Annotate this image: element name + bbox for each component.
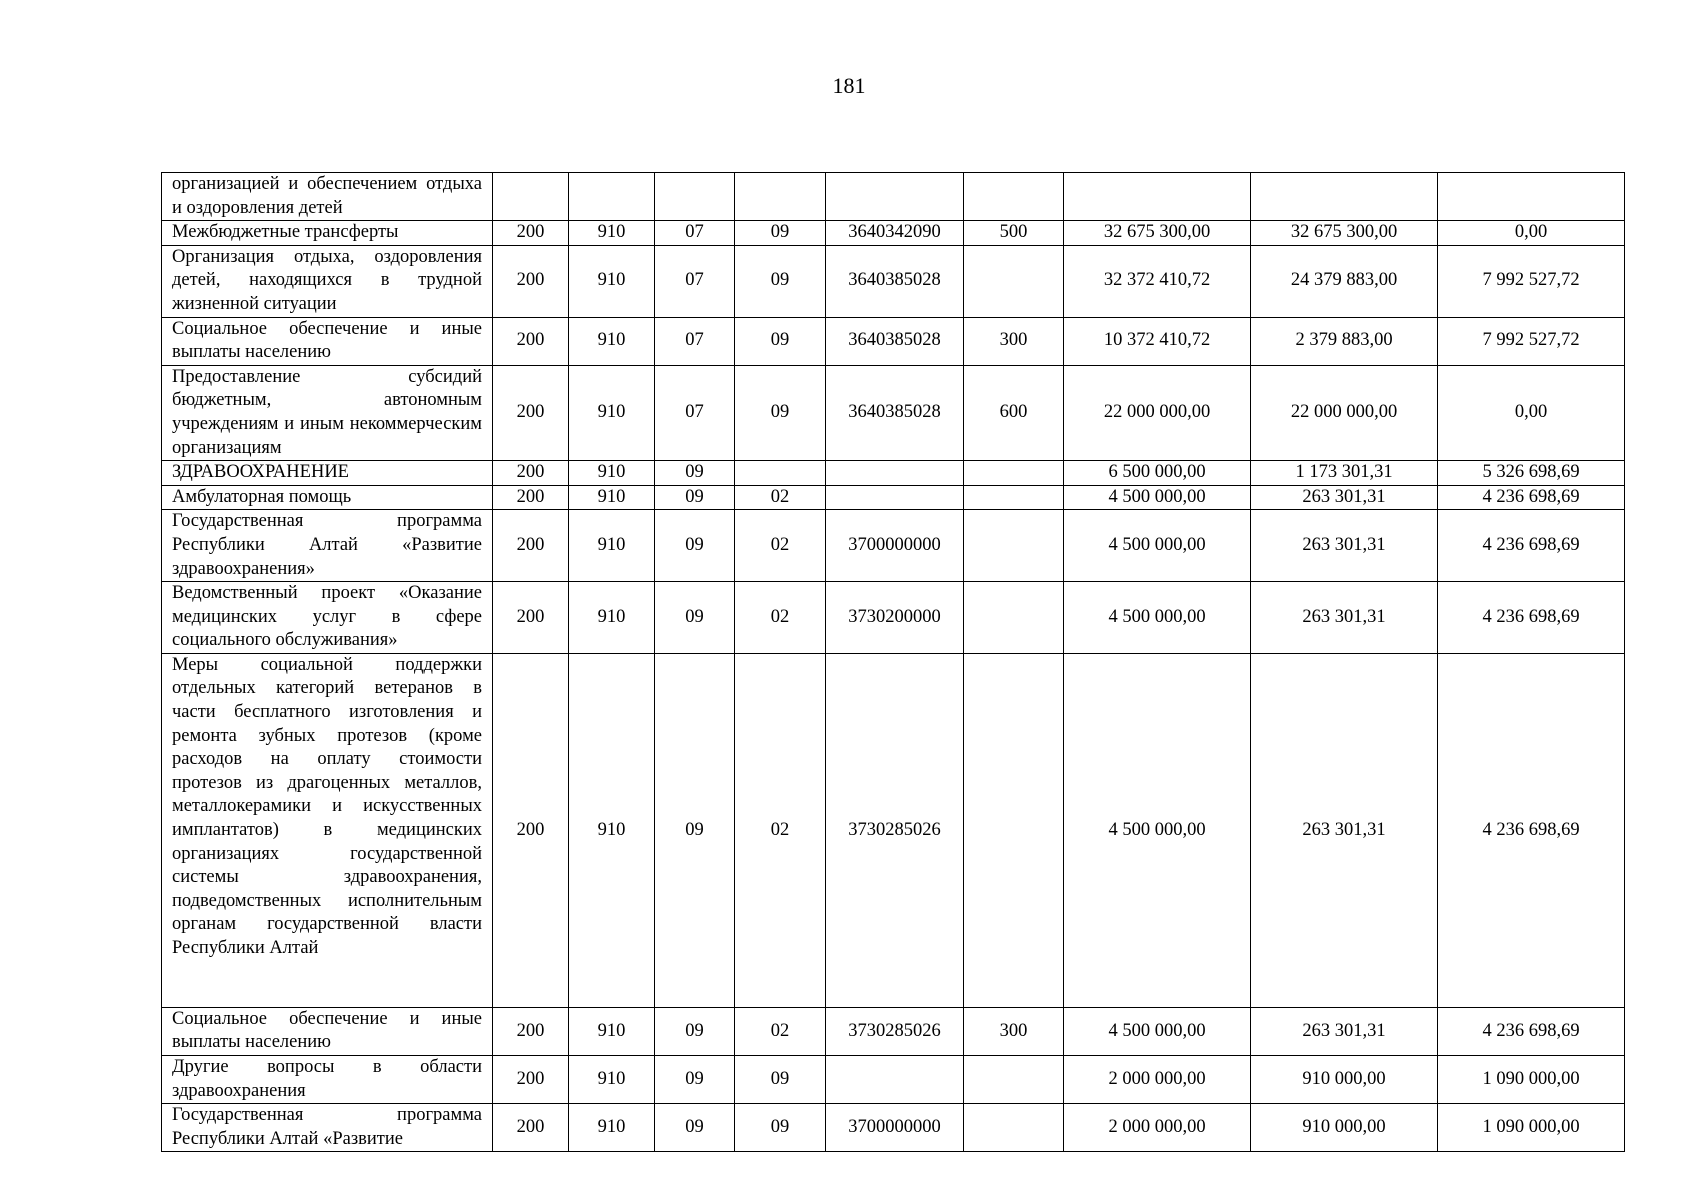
row-target bbox=[826, 1056, 964, 1104]
row-executed: 263 301,31 bbox=[1251, 653, 1438, 1007]
row-name: ЗДРАВООХРАНЕНИЕ bbox=[162, 461, 493, 486]
row-target: 3730200000 bbox=[826, 582, 964, 654]
row-executed: 24 379 883,00 bbox=[1251, 245, 1438, 317]
row-ministry: 910 bbox=[569, 365, 655, 460]
row-remainder: 4 236 698,69 bbox=[1438, 653, 1625, 1007]
row-plan: 22 000 000,00 bbox=[1064, 365, 1251, 460]
page-number: 181 bbox=[832, 73, 866, 98]
row-target: 3640385028 bbox=[826, 317, 964, 365]
row-code: 200 bbox=[493, 1056, 569, 1104]
row-subsection: 02 bbox=[735, 1007, 826, 1055]
row-subsection bbox=[735, 173, 826, 221]
row-target bbox=[826, 173, 964, 221]
row-executed: 910 000,00 bbox=[1251, 1056, 1438, 1104]
row-section: 09 bbox=[655, 461, 735, 486]
row-expense-type bbox=[964, 173, 1064, 221]
row-name: Меры социальной поддержки отдельных категорий ветеранов в части бесплатного изготовления и ремонта зубных протезов (кроме расходов на оплату стоимости протезов из драгоценных металлов, металлокерамики и искусственных имплантатов) в медицинских организациях государственной системы здравоохранения, подведомственных исполнительным органам государственной власти Республики Алтай bbox=[162, 653, 493, 1007]
row-ministry: 910 bbox=[569, 1056, 655, 1104]
row-executed: 910 000,00 bbox=[1251, 1104, 1438, 1152]
row-name: Другие вопросы в области здравоохранения bbox=[162, 1056, 493, 1104]
table-row bbox=[162, 365, 1625, 460]
row-plan: 4 500 000,00 bbox=[1064, 1007, 1251, 1055]
row-subsection bbox=[735, 461, 826, 486]
row-remainder: 4 236 698,69 bbox=[1438, 1007, 1625, 1055]
row-plan: 4 500 000,00 bbox=[1064, 485, 1251, 510]
row-ministry: 910 bbox=[569, 1104, 655, 1152]
row-target: 3730285026 bbox=[826, 653, 964, 1007]
row-code: 200 bbox=[493, 245, 569, 317]
row-subsection: 09 bbox=[735, 317, 826, 365]
row-ministry bbox=[569, 173, 655, 221]
row-ministry: 910 bbox=[569, 510, 655, 582]
row-executed: 263 301,31 bbox=[1251, 485, 1438, 510]
row-remainder: 7 992 527,72 bbox=[1438, 245, 1625, 317]
row-expense-type bbox=[964, 1056, 1064, 1104]
table-row bbox=[162, 485, 1625, 510]
row-target: 3700000000 bbox=[826, 1104, 964, 1152]
row-executed: 32 675 300,00 bbox=[1251, 221, 1438, 246]
row-code: 200 bbox=[493, 510, 569, 582]
row-subsection: 02 bbox=[735, 582, 826, 654]
row-expense-type bbox=[964, 461, 1064, 486]
budget-table bbox=[161, 172, 1625, 1152]
row-ministry: 910 bbox=[569, 1007, 655, 1055]
row-ministry: 910 bbox=[569, 485, 655, 510]
row-expense-type bbox=[964, 1104, 1064, 1152]
row-code: 200 bbox=[493, 365, 569, 460]
row-section: 09 bbox=[655, 582, 735, 654]
row-code: 200 bbox=[493, 1104, 569, 1152]
table-row bbox=[162, 317, 1625, 365]
table-row bbox=[162, 1104, 1625, 1152]
row-target: 3730285026 bbox=[826, 1007, 964, 1055]
row-subsection: 09 bbox=[735, 221, 826, 246]
row-target: 3700000000 bbox=[826, 510, 964, 582]
row-executed: 263 301,31 bbox=[1251, 1007, 1438, 1055]
row-plan: 32 675 300,00 bbox=[1064, 221, 1251, 246]
table-row bbox=[162, 221, 1625, 246]
row-name: Государственная программа Республики Алтай «Развитие здравоохранения» bbox=[162, 510, 493, 582]
row-expense-type: 300 bbox=[964, 317, 1064, 365]
row-target bbox=[826, 485, 964, 510]
row-ministry: 910 bbox=[569, 653, 655, 1007]
row-name: Предоставление субсидий бюджетным, автономным учреждениям и иным некоммерческим организациям bbox=[162, 365, 493, 460]
row-executed bbox=[1251, 173, 1438, 221]
row-code: 200 bbox=[493, 582, 569, 654]
row-expense-type: 500 bbox=[964, 221, 1064, 246]
table-row bbox=[162, 461, 1625, 486]
row-name: Государственная программа Республики Алтай «Развитие bbox=[162, 1104, 493, 1152]
row-subsection: 02 bbox=[735, 510, 826, 582]
row-expense-type bbox=[964, 582, 1064, 654]
row-remainder: 1 090 000,00 bbox=[1438, 1056, 1625, 1104]
row-target: 3640385028 bbox=[826, 245, 964, 317]
row-executed: 263 301,31 bbox=[1251, 582, 1438, 654]
row-name: организацией и обеспечением отдыха и оздоровления детей bbox=[162, 173, 493, 221]
row-subsection: 09 bbox=[735, 1104, 826, 1152]
row-subsection: 09 bbox=[735, 1056, 826, 1104]
row-expense-type bbox=[964, 245, 1064, 317]
row-name: Социальное обеспечение и иные выплаты населению bbox=[162, 1007, 493, 1055]
row-subsection: 02 bbox=[735, 485, 826, 510]
row-ministry: 910 bbox=[569, 582, 655, 654]
row-section: 07 bbox=[655, 245, 735, 317]
table-row bbox=[162, 582, 1625, 654]
table-row bbox=[162, 510, 1625, 582]
table-row bbox=[162, 653, 1625, 1007]
row-ministry: 910 bbox=[569, 317, 655, 365]
row-remainder: 4 236 698,69 bbox=[1438, 485, 1625, 510]
table-row bbox=[162, 173, 1625, 221]
row-code bbox=[493, 173, 569, 221]
row-section bbox=[655, 173, 735, 221]
row-plan: 10 372 410,72 bbox=[1064, 317, 1251, 365]
row-executed: 1 173 301,31 bbox=[1251, 461, 1438, 486]
row-target: 3640385028 bbox=[826, 365, 964, 460]
row-section: 07 bbox=[655, 365, 735, 460]
row-remainder: 4 236 698,69 bbox=[1438, 582, 1625, 654]
row-name: Организация отдыха, оздоровления детей, находящихся в трудной жизненной ситуации bbox=[162, 245, 493, 317]
row-executed: 22 000 000,00 bbox=[1251, 365, 1438, 460]
row-remainder: 0,00 bbox=[1438, 221, 1625, 246]
row-plan: 4 500 000,00 bbox=[1064, 510, 1251, 582]
row-section: 09 bbox=[655, 653, 735, 1007]
row-target: 3640342090 bbox=[826, 221, 964, 246]
row-remainder: 1 090 000,00 bbox=[1438, 1104, 1625, 1152]
row-expense-type: 300 bbox=[964, 1007, 1064, 1055]
row-executed: 2 379 883,00 bbox=[1251, 317, 1438, 365]
row-section: 09 bbox=[655, 1056, 735, 1104]
row-remainder bbox=[1438, 173, 1625, 221]
row-section: 07 bbox=[655, 317, 735, 365]
row-ministry: 910 bbox=[569, 461, 655, 486]
row-plan: 32 372 410,72 bbox=[1064, 245, 1251, 317]
row-remainder: 7 992 527,72 bbox=[1438, 317, 1625, 365]
row-plan: 2 000 000,00 bbox=[1064, 1104, 1251, 1152]
row-remainder: 0,00 bbox=[1438, 365, 1625, 460]
row-name: Межбюджетные трансферты bbox=[162, 221, 493, 246]
table-row bbox=[162, 1007, 1625, 1055]
row-code: 200 bbox=[493, 485, 569, 510]
row-plan: 6 500 000,00 bbox=[1064, 461, 1251, 486]
row-plan: 2 000 000,00 bbox=[1064, 1056, 1251, 1104]
row-ministry: 910 bbox=[569, 221, 655, 246]
budget-table-body bbox=[162, 173, 1625, 1152]
row-plan: 4 500 000,00 bbox=[1064, 653, 1251, 1007]
row-section: 09 bbox=[655, 510, 735, 582]
row-code: 200 bbox=[493, 221, 569, 246]
row-expense-type bbox=[964, 653, 1064, 1007]
table-row bbox=[162, 245, 1625, 317]
row-section: 09 bbox=[655, 1007, 735, 1055]
row-plan: 4 500 000,00 bbox=[1064, 582, 1251, 654]
row-name: Социальное обеспечение и иные выплаты населению bbox=[162, 317, 493, 365]
row-plan bbox=[1064, 173, 1251, 221]
row-remainder: 5 326 698,69 bbox=[1438, 461, 1625, 486]
row-subsection: 02 bbox=[735, 653, 826, 1007]
row-subsection: 09 bbox=[735, 365, 826, 460]
row-expense-type bbox=[964, 485, 1064, 510]
row-executed: 263 301,31 bbox=[1251, 510, 1438, 582]
row-code: 200 bbox=[493, 653, 569, 1007]
table-row bbox=[162, 1056, 1625, 1104]
row-expense-type: 600 bbox=[964, 365, 1064, 460]
row-code: 200 bbox=[493, 461, 569, 486]
row-section: 09 bbox=[655, 1104, 735, 1152]
row-expense-type bbox=[964, 510, 1064, 582]
row-name: Ведомственный проект «Оказание медицинских услуг в сфере социального обслуживания» bbox=[162, 582, 493, 654]
row-name: Амбулаторная помощь bbox=[162, 485, 493, 510]
row-code: 200 bbox=[493, 1007, 569, 1055]
row-code: 200 bbox=[493, 317, 569, 365]
row-section: 09 bbox=[655, 485, 735, 510]
row-ministry: 910 bbox=[569, 245, 655, 317]
row-section: 07 bbox=[655, 221, 735, 246]
row-target bbox=[826, 461, 964, 486]
row-subsection: 09 bbox=[735, 245, 826, 317]
row-remainder: 4 236 698,69 bbox=[1438, 510, 1625, 582]
